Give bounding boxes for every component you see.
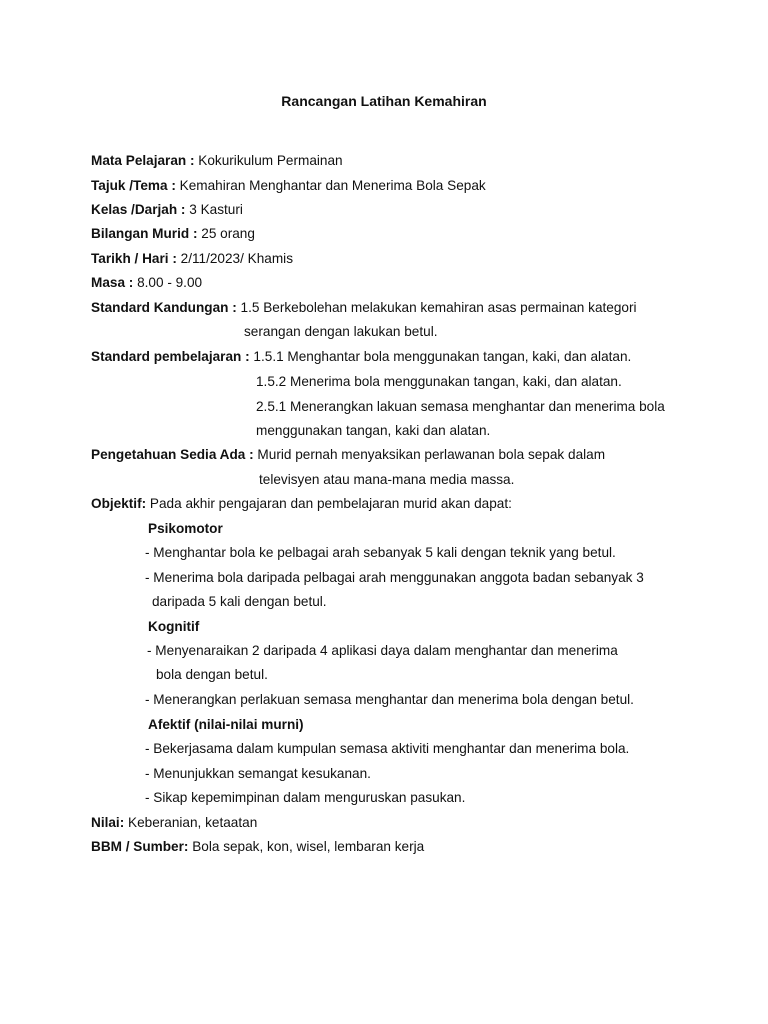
field-tajuk [91, 177, 486, 195]
field-label: Tajuk /Tema : [91, 178, 176, 193]
field-value: 1.5 Berkebolehan melakukan kemahiran asas permainan kategori [236, 300, 637, 315]
field-mata-pelajaran [91, 152, 343, 170]
field-value: Kokurikulum Permainan [194, 153, 343, 168]
field-label: Standard Kandungan : [91, 300, 237, 315]
field-value: Murid pernah menyaksikan perlawanan bola sepak dalam [253, 447, 606, 462]
field-value: Bola sepak, kon, wisel, lembaran kerja [188, 839, 425, 854]
field-label: Pengetahuan Sedia Ada : [91, 447, 254, 462]
field-bbm-sumber [91, 838, 424, 856]
field-pengetahuan-sedia-ada [91, 446, 605, 464]
list-item: - Menunjukkan semangat kesukanan. [145, 766, 371, 781]
field-label: Masa : [91, 275, 134, 290]
field-value: 8.00 - 9.00 [133, 275, 203, 290]
field-label: Nilai: [91, 815, 125, 830]
field-value: 3 Kasturi [185, 202, 243, 217]
field-value: Pada akhir pengajaran dan pembelajaran murid akan dapat: [146, 496, 512, 511]
field-standard-kandungan [91, 299, 637, 317]
section-heading-afektif: Afektif (nilai-nilai murni) [148, 717, 304, 732]
list-item: - Bekerjasama dalam kumpulan semasa aktiviti menghantar dan menerima bola. [145, 741, 630, 756]
field-label: Objektif: [91, 496, 147, 511]
field-nilai [91, 814, 257, 832]
field-masa [91, 274, 202, 292]
section-heading-psikomotor: Psikomotor [148, 521, 223, 536]
list-item: - Menerangkan perlakuan semasa menghantar dan menerima bola dengan betul. [145, 692, 634, 707]
field-continuation: televisyen atau mana-mana media massa. [259, 472, 515, 487]
field-tarikh [91, 250, 293, 268]
list-item: - Menerima bola daripada pelbagai arah menggunakan anggota badan sebanyak 3 [145, 570, 644, 585]
field-standard-pembelajaran [91, 348, 631, 366]
list-item: - Menyenaraikan 2 daripada 4 aplikasi daya dalam menghantar dan menerima [147, 643, 618, 658]
field-label: Kelas /Darjah : [91, 202, 186, 217]
section-heading-kognitif: Kognitif [148, 619, 200, 634]
list-item-continuation: bola dengan betul. [156, 667, 268, 682]
list-item: - Menghantar bola ke pelbagai arah sebanyak 5 kali dengan teknik yang betul. [145, 545, 616, 560]
list-item: - Sikap kepemimpinan dalam menguruskan pasukan. [145, 790, 466, 805]
field-value: 2/11/2023/ Khamis [176, 251, 293, 266]
field-value: Keberanian, ketaatan [124, 815, 258, 830]
field-value: 25 orang [197, 226, 255, 241]
field-value: 1.5.1 Menghantar bola menggunakan tangan, kaki, dan alatan. [249, 349, 632, 364]
field-continuation: 2.5.1 Menerangkan lakuan semasa menghantar dan menerima bola [256, 399, 665, 414]
field-label: Mata Pelajaran : [91, 153, 195, 168]
field-continuation: 1.5.2 Menerima bola menggunakan tangan, kaki, dan alatan. [256, 374, 622, 389]
field-bilangan-murid [91, 225, 255, 243]
field-continuation: menggunakan tangan, kaki dan alatan. [256, 423, 491, 438]
field-label: BBM / Sumber: [91, 839, 189, 854]
field-label: Standard pembelajaran : [91, 349, 250, 364]
field-label: Bilangan Murid : [91, 226, 198, 241]
field-objektif [91, 495, 512, 513]
field-continuation: serangan dengan lakukan betul. [244, 324, 438, 339]
field-kelas [91, 201, 243, 219]
field-value: Kemahiran Menghantar dan Menerima Bola Sepak [175, 178, 486, 193]
document-title: Rancangan Latihan Kemahiran [281, 93, 487, 109]
list-item-continuation: daripada 5 kali dengan betul. [152, 594, 327, 609]
field-label: Tarikh / Hari : [91, 251, 177, 266]
